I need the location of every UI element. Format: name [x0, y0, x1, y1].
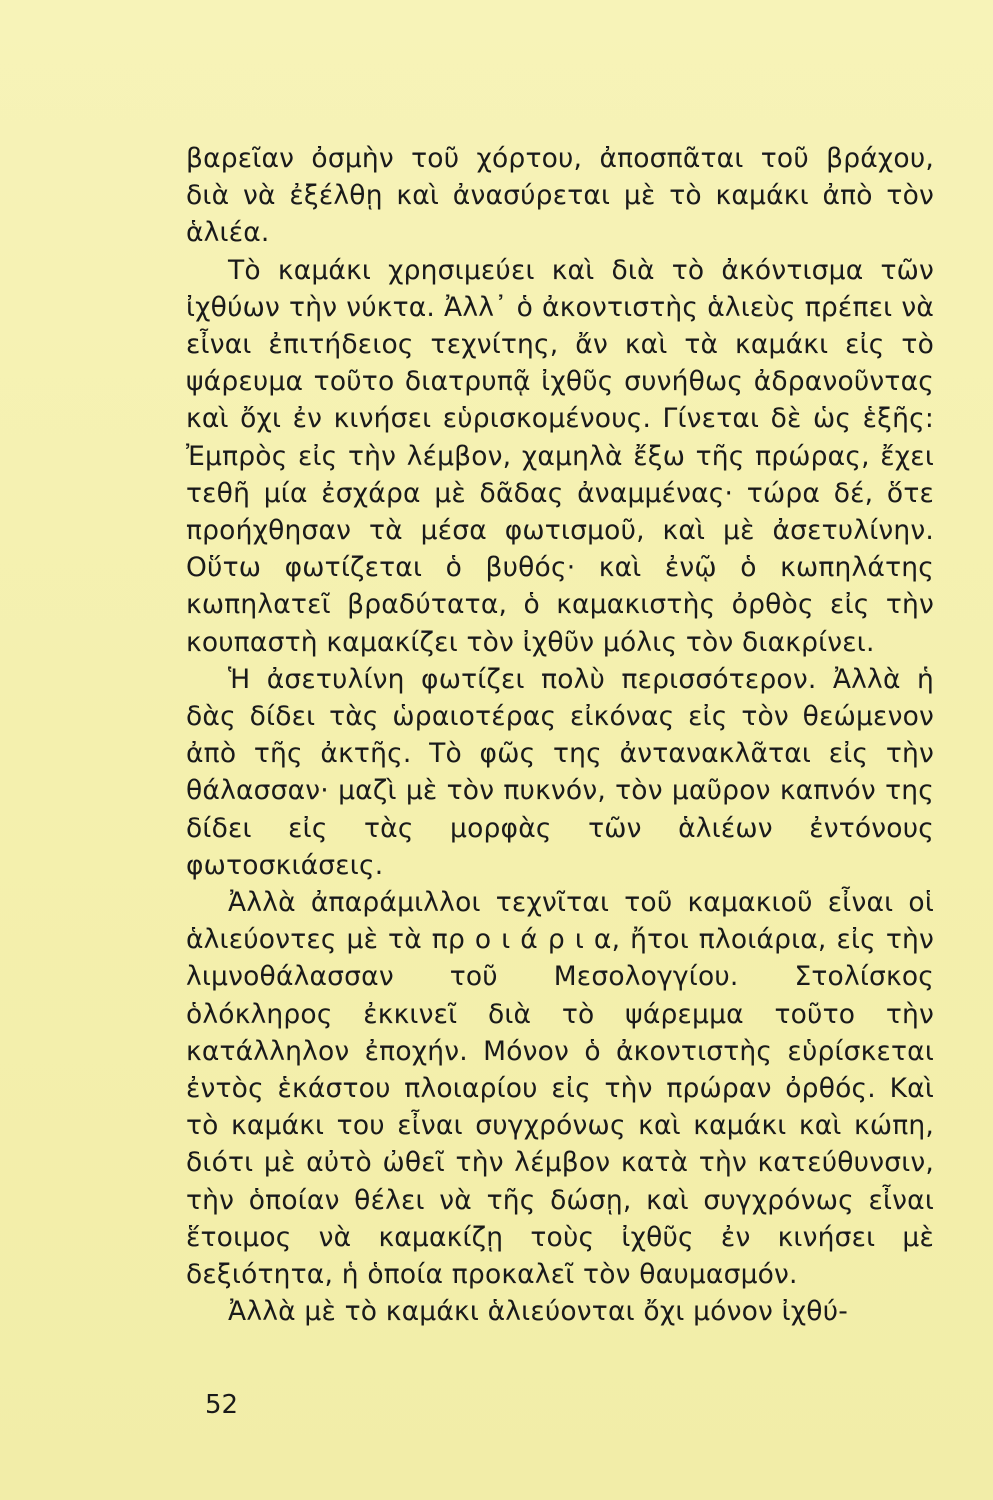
paragraph-1: βαρεῖαν ὀσμὴν τοῦ χόρτου, ἀποσπᾶται τοῦ βράχου, διὰ νὰ ἐξέλθῃ καὶ ἀνασύρεται μὲ τὸ καμάκι ἀπὸ τὸν ἁλιέα. — [186, 143, 934, 249]
body-text — [186, 140, 934, 1331]
paragraph-4: Ἀλλὰ ἀπαράμιλλοι τεχνῖται τοῦ καμακιοῦ εἶναι οἱ ἁλιεύοντες μὲ τὰ πρ ο ι ά ρ ι α, ἤτοι πλοιάρια, εἰς τὴν λιμνοθάλασσαν τοῦ Μεσολογγίου. Στολίσκος ὁλόκληρος ἐκκινεῖ διὰ τὸ ψάρεμμα τοῦτο τὴν κατάλληλον ἐποχήν. Μόνον ὁ ἀκοντιστὴς εὑρίσκεται ἐντὸς ἑκάστου πλοιαρίου εἰς τὴν πρώραν ὀρθός. Καὶ τὸ καμάκι του εἶναι συγχρόνως καὶ καμάκι καὶ κώπη, διότι μὲ αὐτὸ ὠθεῖ τὴν λέμβον κατὰ τὴν κατεύθυνσιν, τὴν ὁποίαν θέλει νὰ τῆς δώσῃ, καὶ συγχρόνως εἶναι ἕτοιμος νὰ καμακίζῃ τοὺς ἰχθῦς ἐν κινήσει μὲ δεξιότητα, ἡ ὁποία προκαλεῖ τὸν θαυμασμόν. — [186, 887, 934, 1291]
paragraph-3: Ἡ ἀσετυλίνη φωτίζει πολὺ περισσότερον. Ἀλλὰ ἡ δὰς δίδει τὰς ὡραιοτέρας εἰκόνας εἰς τὸν θεώμενον ἀπὸ τῆς ἀκτῆς. Τὸ φῶς της ἀντανακλᾶται εἰς τὴν θάλασσαν· μαζὶ μὲ τὸν πυκνόν, τὸν μαῦρον καπνόν της δίδει εἰς τὰς μορφὰς τῶν ἁλιέων ἐντόνους φωτοσκιάσεις. — [186, 663, 934, 881]
paragraph-2: Τὸ καμάκι χρησιμεύει καὶ διὰ τὸ ἀκόντισμα τῶν ἰχθύων τὴν νύκτα. Ἀλλ᾽ ὁ ἀκοντιστὴς ἁλιεὺς πρέπει νὰ εἶναι ἐπιτήδειος τεχνίτης, ἄν καὶ τὰ καμάκι εἰς τὸ ψάρευμα τοῦτο διατρυπᾷ ἰχθῦς συνήθως ἀδρανοῦντας καὶ ὄχι ἐν κινήσει εὑρισκομένους. Γίνεται δὲ ὡς ἑξῆς: Ἐμπρὸς εἰς τὴν λέμβον, χαμηλὰ ἔξω τῆς πρώρας, ἔχει τεθῆ μία ἐσχάρα μὲ δᾶδας ἀναμμένας· τώρα δέ, ὅτε προήχθησαν τὰ μέσα φωτισμοῦ, καὶ μὲ ἀσετυλίνην. Οὕτω φωτίζεται ὁ βυθός· καὶ ἐνῷ ὁ κωπηλάτης κωπηλατεῖ βραδύτατα, ὁ καμακιστὴς ὀρθὸς εἰς τὴν κουπαστὴ καμακίζει τὸν ἰχθῦν μόλις τὸν διακρίνει. — [186, 254, 934, 658]
page-number: 52 — [205, 1390, 239, 1420]
paragraph-5: Ἀλλὰ μὲ τὸ καμάκι ἁλιεύονται ὄχι μόνον ἰχθύ- — [228, 1296, 849, 1328]
